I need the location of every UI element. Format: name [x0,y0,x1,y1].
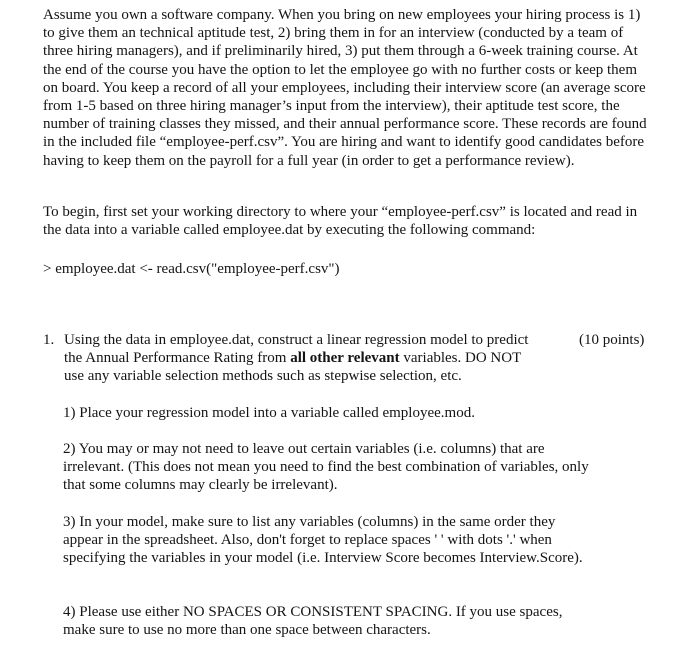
question-text [64,331,544,386]
question-number: 1. [43,332,55,348]
question-text-start: Using the data in employee.dat, construct a linear regression model to predict the Annual Performance Rating from [64,332,529,367]
subitem-3: 3) In your model, make sure to list any variables (columns) in the same order they appear in the spreadsheet. Also, don't forget to replace spaces ' ' with dots '.' when specifying the variables in your model (i.e. Interview Score becomes Interview.Score). [63,514,583,567]
subitem-2: 2) You may or may not need to leave out certain variables (i.e. columns) that are irrelevant. (This does not mean you need to find the best combination of variables, only that some columns may clearly be irrelevant). [63,441,589,494]
subitem-4: 4) Please use either NO SPACES OR CONSISTENT SPACING. If you use spaces, make sure to use no more than one space between characters. [63,604,563,639]
read-csv-command: > employee.dat <- read.csv("employee-perf.csv") [43,261,340,277]
instructions-paragraph: To begin, first set your working directory to where your “employee-perf.csv” is located and read in the data into a variable called employee.dat by executing the following command: [43,204,638,239]
question-text-emphasis: all other relevant [290,350,400,367]
subitem-1: 1) Place your regression model into a variable called employee.mod. [63,405,475,421]
question-text-end: variables. DO NOT use any variable selection methods such as stepwise selection, etc. [64,350,521,385]
intro-paragraph: Assume you own a software company. When you bring on new employees your hiring process is 1) to give them an technical aptitude test, 2) bring them in for an interview (conducted by a team of three hiring managers), and if preliminarily hired, 3) put them through a 6-week training course. At the end of the course you have the option to let the employee go with no further costs or keep them on board. You keep a record of all your employees, including their interview score (an average score from 1-5 based on three hiring manager’s input from the interview), their aptitude test score, the number of training classes they missed, and their annual performance score. These records are found in the included file “employee-perf.csv”. You are hiring and want to identify good candidates before having to keep them on the payroll for a full year (in order to get a performance review). [43,7,647,169]
question-points: (10 points) [579,332,645,348]
